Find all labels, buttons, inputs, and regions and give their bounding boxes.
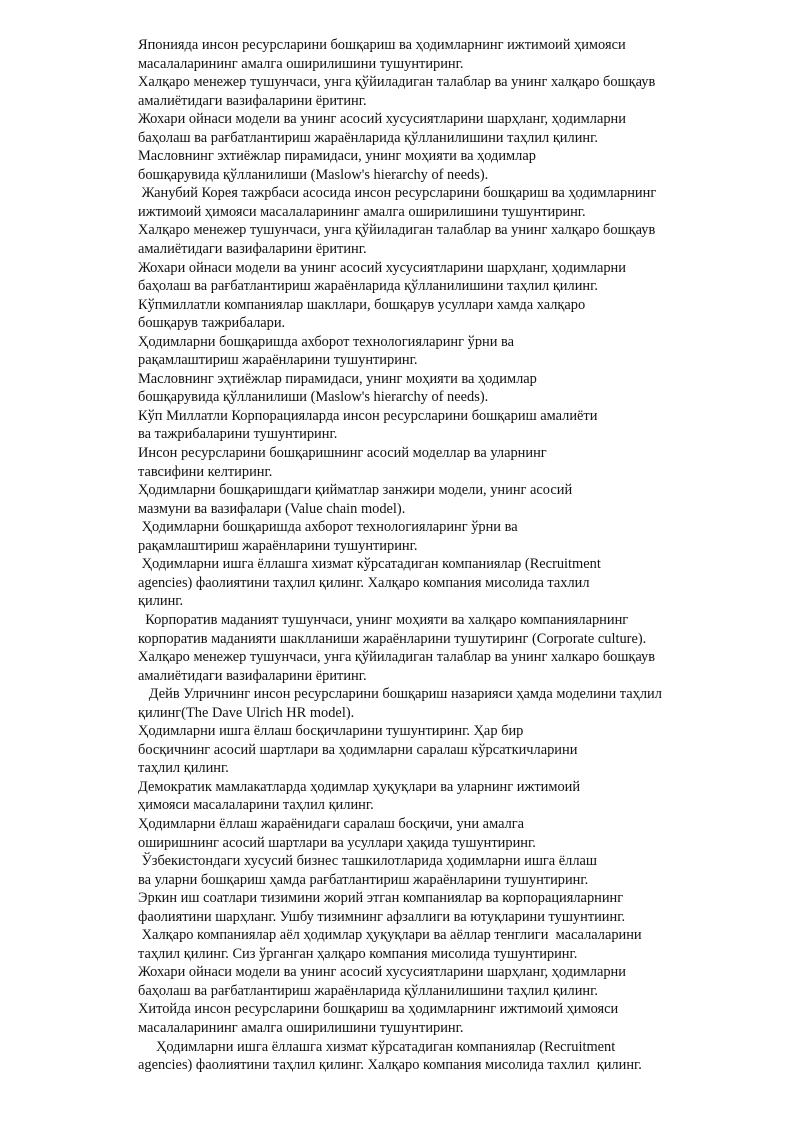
text-line: Ўзбекистондаги хусусий бизнес ташкилотларида ҳодимларни ишга ёллаш xyxy=(138,853,598,870)
text-line: бошқарувида қўлланилиши (Maslow's hierarchy of needs). xyxy=(138,166,489,183)
text-line: рақамлаштириш жараёнларини тушунтиринг. xyxy=(138,352,418,369)
text-line: Кўпмиллатли компаниялар шакллари, бошқарув усуллари хамда халқаро xyxy=(138,296,586,313)
text-line: таҳлил қилинг. xyxy=(138,760,229,777)
text-line: оширишнинг асосий шартлари ва усуллари ҳақида тушунтиринг. xyxy=(138,834,536,851)
text-line: Дейв Улричнинг инсон ресурсларини бошқариш назарияси ҳамда моделини таҳлил xyxy=(138,686,662,703)
text-line: бошқарув тажрибалари. xyxy=(138,315,286,332)
text-line: баҳолаш ва рағбатлантириш жараёнларида қўлланилишини таҳлил қилинг. xyxy=(138,129,598,146)
text-line: қилинг. xyxy=(138,593,184,610)
text-line: амалиётидаги вазифаларини ёритинг. xyxy=(138,92,367,109)
text-line: Японияда инсон ресурсларини бошқариш ва ҳодимларнинг ижтимоий ҳимояси xyxy=(138,37,626,53)
text-line: баҳолаш ва рағбатлантириш жараёнларида қўлланилишини таҳлил қилинг. xyxy=(138,982,598,999)
text-line: баҳолаш ва рағбатлантириш жараёнларида қўлланилишини таҳлил қилинг. xyxy=(138,278,598,295)
text-line: Халқаро менежер тушунчаси, унга қўйиладиган талаблар ва унинг халқаро бошқаув xyxy=(138,74,656,91)
document-page xyxy=(138,36,738,1075)
text-line: ва уларни бошқариш ҳамда рағбатлантириш жараёнларини тушунтиринг. xyxy=(138,871,589,888)
text-line: амалиётидаги вазифаларини ёритинг. xyxy=(138,241,367,258)
text-line: Инсон ресурсларини бошқаришнинг асосий моделлар ва уларнинг xyxy=(138,445,547,462)
text-line: Жанубий Корея тажрбаси асосида инсон ресурсларини бошқариш ва ҳодимларнинг xyxy=(138,185,657,202)
text-line: Ҳодимларни ёллаш жараёнидаги саралаш босқичи, уни амалга xyxy=(138,815,525,832)
text-line: Хитойда инсон ресурсларини бошқариш ва ҳодимларнинг ижтимоий ҳимояси xyxy=(138,1001,619,1018)
text-line: agencies) фаолиятини таҳлил қилинг. Халқаро компания мисолида тахлил xyxy=(138,574,590,591)
text-line: корпоратив маданияти шаклланиши жараёнларини тушутиринг (Corporate culture). xyxy=(138,630,647,647)
text-line: Ҳодимларни ишга ёллашга хизмат кўрсатадиган компаниялар (Recruitment xyxy=(138,556,601,573)
text-line: Ҳодимларни ишга ёллаш босқичларини тушунтиринг. Ҳар бир xyxy=(138,723,524,740)
text-line: босқичнинг асосий шартлари ва ҳодимларни саралаш кўрсаткичларини xyxy=(138,741,578,758)
text-line: рақамлаштириш жараёнларини тушунтиринг. xyxy=(138,537,418,554)
text-line: Жохари ойнаси модели ва унинг асосий хусусиятларини шарҳланг, ҳодимларни xyxy=(138,111,626,128)
text-line: масалаларининг амалга оширилишини тушунтиринг. xyxy=(138,55,464,72)
text-line: Масловнинг эҳтиёжлар пирамидаси, унинг моҳияти ва ҳодимлар xyxy=(138,370,537,387)
text-line: Жохари ойнаси модели ва унинг асосий хусусиятларини шарҳланг, ҳодимларни xyxy=(138,259,626,276)
text-line: Халқаро менежер тушунчаси, унга қўйиладиган талаблар ва унинг халкаро бошқаув xyxy=(138,649,656,666)
text-line: фаолиятини шарҳланг. Ушбу тизимнинг афзаллиги ва ютуқларини тушунтиинг. xyxy=(138,908,626,925)
text-line: agencies) фаолиятини таҳлил қилинг. Халқаро компания мисолида тахлил қилинг. xyxy=(138,1057,642,1074)
text-line: амалиётидаги вазифаларини ёритинг. xyxy=(138,667,367,684)
text-line: ижтимоий ҳимояси масалаларининг амалга оширилишини тушунтиринг. xyxy=(138,203,586,220)
text-line: Ҳодимларни бошқаришдаги қийматлар занжири модели, унинг асосий xyxy=(138,482,573,499)
text-line: Жохари ойнаси модели ва унинг асосий хусусиятларини шарҳланг, ҳодимларни xyxy=(138,964,626,981)
text-line: қилинг(The Dave Ulrich HR model). xyxy=(138,704,355,721)
text-line: Ҳодимларни бошқаришда ахборот технологияларинг ўрни ва xyxy=(138,519,518,536)
text-line: Халқаро компаниялар аёл ҳодимлар ҳуқуқлари ва аёллар тенглиги масалаларини xyxy=(138,927,642,944)
text-line: Корпоратив маданият тушунчаси, унинг моҳияти ва халқаро компанияларнинг xyxy=(138,611,629,628)
text-line: мазмуни ва вазифалари (Value chain model). xyxy=(138,500,406,517)
text-line: Ҳодимларни ишга ёллашга хизмат кўрсатадиган компаниялар (Recruitment xyxy=(138,1038,616,1055)
text-line: Масловнинг эхтиёжлар пирамидаси, унинг моҳияти ва ҳодимлар xyxy=(138,148,536,165)
text-line: Эркин иш соатлари тизимини жорий этган компаниялар ва корпорацияларнинг xyxy=(138,890,624,907)
text-line: тавсифини келтиринг. xyxy=(138,463,273,480)
text-line: ва тажрибаларини тушунтиринг. xyxy=(138,426,338,443)
text-line: Халқаро менежер тушунчаси, унга қўйиладиган талаблар ва унинг халқаро бошқаув xyxy=(138,222,656,239)
text-line: ҳимояси масалаларини таҳлил қилинг. xyxy=(138,797,374,814)
text-line: масалаларининг амалга оширилишини тушунтиринг. xyxy=(138,1019,464,1036)
text-line: Ҳодимларни бошқаришда ахборот технологияларинг ўрни ва xyxy=(138,333,515,350)
text-line: таҳлил қилинг. Сиз ўрганган ҳалқаро компания мисолида тушунтиринг. xyxy=(138,945,578,962)
text-line: бошқарувида қўлланилиши (Maslow's hierarchy of needs). xyxy=(138,389,489,406)
text-line: Кўп Миллатли Корпорацияларда инсон ресурсларини бошқариш амалиёти xyxy=(138,407,598,424)
text-line: Демократик мамлакатларда ҳодимлар ҳуқуқлари ва уларнинг ижтимоий xyxy=(138,778,581,795)
